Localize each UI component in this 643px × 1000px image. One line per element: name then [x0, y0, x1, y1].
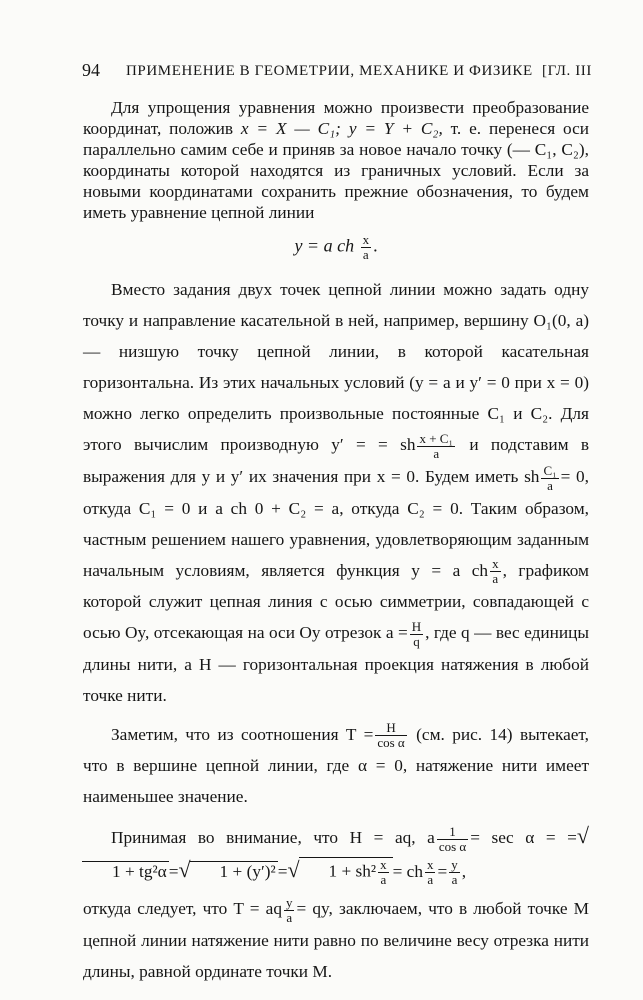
radical-sign-3: √ [287, 856, 300, 882]
fraction-c1-over-a: $\frac{\text{C₁}}{a}$ [543, 462, 557, 493]
fraction-x-over-a-4: $\frac{x}{a}$ [426, 857, 434, 888]
sqrt-derivative: 1 + (y′)² [190, 861, 278, 881]
fraction-h-over-cos: $\frac{H}{\text{cos α}}$ [377, 720, 405, 751]
fraction-y-over-a-2: $\frac{y}{a}$ [285, 894, 293, 925]
equation-y-shift: y = Y + C₂, [348, 118, 443, 138]
chapter-label: [ГЛ. III [542, 63, 592, 79]
fraction-x-over-a: $\frac{x}{a}$ [362, 232, 370, 263]
paragraph-1: Для упрощения уравнения можно произвести преобразование координат, положив x = X — C₁; y = Y + C₂, т. е. перенеся оси параллельно самим себе и приняв за новое начало точку (— C₁, C₂), координаты которой находятся из граничных условий. Если за новыми координатами сохранить прежние обозначения, то будем иметь уравнение цепной линии [83, 98, 590, 222]
fraction-1-over-cos: $\frac{1}{\text{cos α}}$ [438, 823, 467, 854]
paragraph-3: Заметим, что из соотношения T = $\frac{H}{\text{cos α}}$ (см. рис. 14) вытекает, что в вершине цепной линии, где α = 0, натяжение нити имеет наименьшее значение. [83, 720, 589, 807]
paragraph-4: Принимая во внимание, что H = aq, а $\frac{1}{\text{cos α}}$ = sec α = =√1 + tg²α =√ 1 + (y′)² =√ 1 + sh² $\frac{x}{a}$ = ch $\frac{x}{a}$ = $\frac{y}{a}$ , [83, 820, 589, 887]
fraction-x-over-a-3: $\frac{x}{a}$ [380, 857, 387, 888]
page-number: 94 [82, 60, 100, 80]
sqrt-sh: 1 + sh² $\frac{x}{a}$ [299, 857, 393, 887]
running-title: ПРИМЕНЕНИЕ В ГЕОМЕТРИИ, МЕХАНИКЕ И ФИЗИКЕ [126, 63, 533, 79]
sqrt-tg: 1 + tg²α [82, 861, 169, 881]
paragraph-5: откуда следует, что T = aq $\frac{y}{a}$ = qy, заключаем, что в любой точке M цепной линии натяжение нити равно по величине весу отрезка нити длины, равной ординате точки M. [83, 894, 589, 981]
radical-sign-1: √ [576, 823, 589, 849]
paragraph-2: Вместо задания двух точек цепной линии можно задать одну точку и направление касательной в ней, например, вершину O₁(0, a) — низшую точку цепной линии, в которой касательная горизонтальна. Из этих начальных условий (y = a и y′ = 0 при x = 0) можно легко определить произвольные постоянные C₁ и C₂. Для этого вычислим производную y′ = = sh $\frac{\text{x + C₁}}{a}$ и подставим в выражения для y и y′ их значения при x = 0. Будем иметь sh $\frac{\text{C₁}}{a}$ = 0, откуда C₁ = 0 и a ch 0 + C₂ = a, откуда C₂ = 0. Таким образом, частным решением нашего уравнения, удовлетворяющим заданным начальным условиям, является функция y = a ch $\frac{x}{a}$ , графиком которой служит цепная линия с осью симметрии, совпадающей с осью Oy, отсекающая на оси Oy отрезок a = $\frac{H}{q}$ , где q — вес единицы длины нити, а H — горизонтальная проекция натяжения в любой точке нити. [83, 280, 590, 705]
page-body [83, 98, 589, 987]
fraction-h-over-q: $\frac{H}{q}$ [411, 618, 422, 649]
catenary-formula: y = a ch $\frac{x}{a}$ . [294, 232, 378, 263]
equation-x-shift: x = X — C₁; [240, 118, 341, 138]
fraction-derivative: $\frac{\text{x + C₁}}{a}$ [419, 430, 454, 461]
fraction-x-over-a-2: $\frac{x}{a}$ [492, 556, 499, 587]
fraction-y-over-a: $\frac{y}{a}$ [451, 857, 458, 888]
radical-sign-2: √ [178, 856, 191, 882]
running-header [82, 60, 592, 88]
